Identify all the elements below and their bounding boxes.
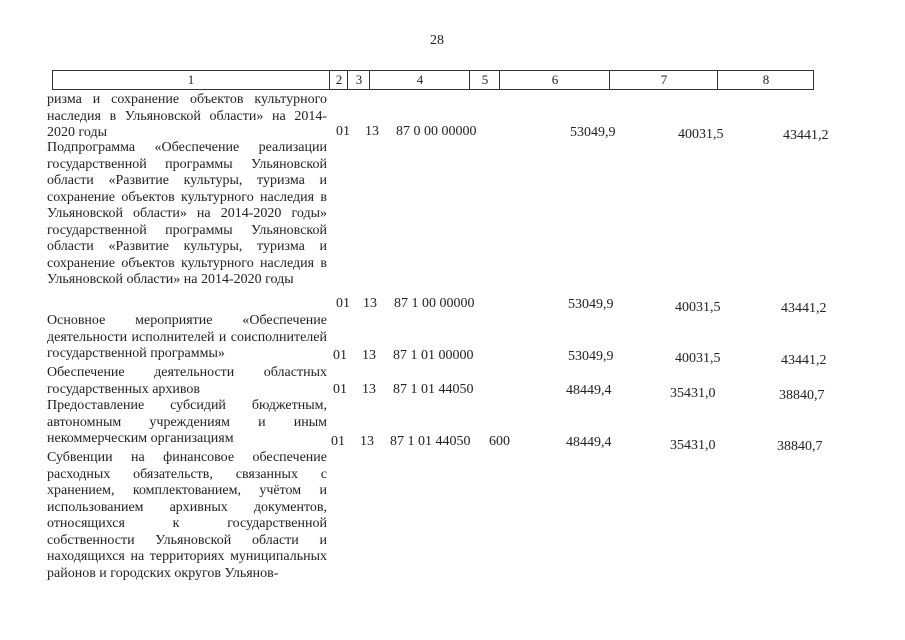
row-5-name: Предоставление субсидий бюджетным, автономным учреждениям и иным некоммерческим организациям [47,398,327,446]
row-1-c2: 01 [336,124,350,139]
header-col-3: 3 [347,71,370,89]
row-3-name: Основное мероприятие «Обеспечение деятельности исполнителей и соисполнителей государственной программы» [47,313,327,361]
row-4-c7: 35431,0 [670,386,716,401]
header-col-6: 6 [499,71,610,89]
row-1-name: ризма и сохранение объектов культурного наследия в Ульяновской области» на 2014-2020 годы [47,92,327,140]
row-2-c3: 13 [363,296,377,311]
row-1-c3: 13 [365,124,379,139]
header-col-5: 5 [469,71,500,89]
row-1-c6: 53049,9 [570,125,616,140]
row-1-c7: 40031,5 [678,127,724,142]
row-5-c8: 38840,7 [777,439,823,454]
row-5-c2: 01 [331,434,345,449]
row-2-c8: 43441,2 [781,301,827,316]
row-4-c8: 38840,7 [779,388,825,403]
row-3-c3: 13 [362,348,376,363]
header-col-7: 7 [609,71,718,89]
table-header [52,70,814,90]
row-3-c7: 40031,5 [675,351,721,366]
row-5-c6: 48449,4 [566,435,612,450]
row-3-c2: 01 [333,348,347,363]
header-col-8: 8 [717,71,814,89]
row-2-name: Подпрограмма «Обеспечение реализации государственной программы Ульяновской области «Развитие культуры, туризма и сохранение объектов культурного наследия в Ульяновской области» на 2014-2020 годы» государственной программы Ульяновской области «Развитие культуры, туризма и сохранение объектов культурного наследия в Ульяновской области» на 2014-2020 годы [47,140,327,287]
row-4-c4: 87 1 01 44050 [393,382,474,397]
row-1-c4: 87 0 00 00000 [396,124,477,139]
page-number: 28 [430,33,444,48]
row-2-c4: 87 1 00 00000 [394,296,475,311]
row-5-c3: 13 [360,434,374,449]
header-col-4: 4 [369,71,470,89]
row-1-c8: 43441,2 [783,128,829,143]
row-5-c5: 600 [489,434,510,449]
row-3-c4: 87 1 01 00000 [393,348,474,363]
row-6-name: Субвенции на финансовое обеспечение расходных обязательств, связанных с хранением, комплектованием, учётом и использованием архивных документов, относящихся к государственной собственности Ульяновской области и находящихся на территориях муниципальных районов и городских округов Ульянов- [47,450,327,581]
row-4-name: Обеспечение деятельности областных государственных архивов [47,365,327,397]
row-4-c6: 48449,4 [566,383,612,398]
row-4-c2: 01 [333,382,347,397]
row-4-c3: 13 [362,382,376,397]
row-3-c8: 43441,2 [781,353,827,368]
row-3-c6: 53049,9 [568,349,614,364]
row-5-c7: 35431,0 [670,438,716,453]
row-2-c2: 01 [336,296,350,311]
header-col-2: 2 [329,71,348,89]
row-5-c4: 87 1 01 44050 [390,434,471,449]
row-2-c7: 40031,5 [675,300,721,315]
row-2-c6: 53049,9 [568,297,614,312]
header-col-1: 1 [187,72,195,87]
